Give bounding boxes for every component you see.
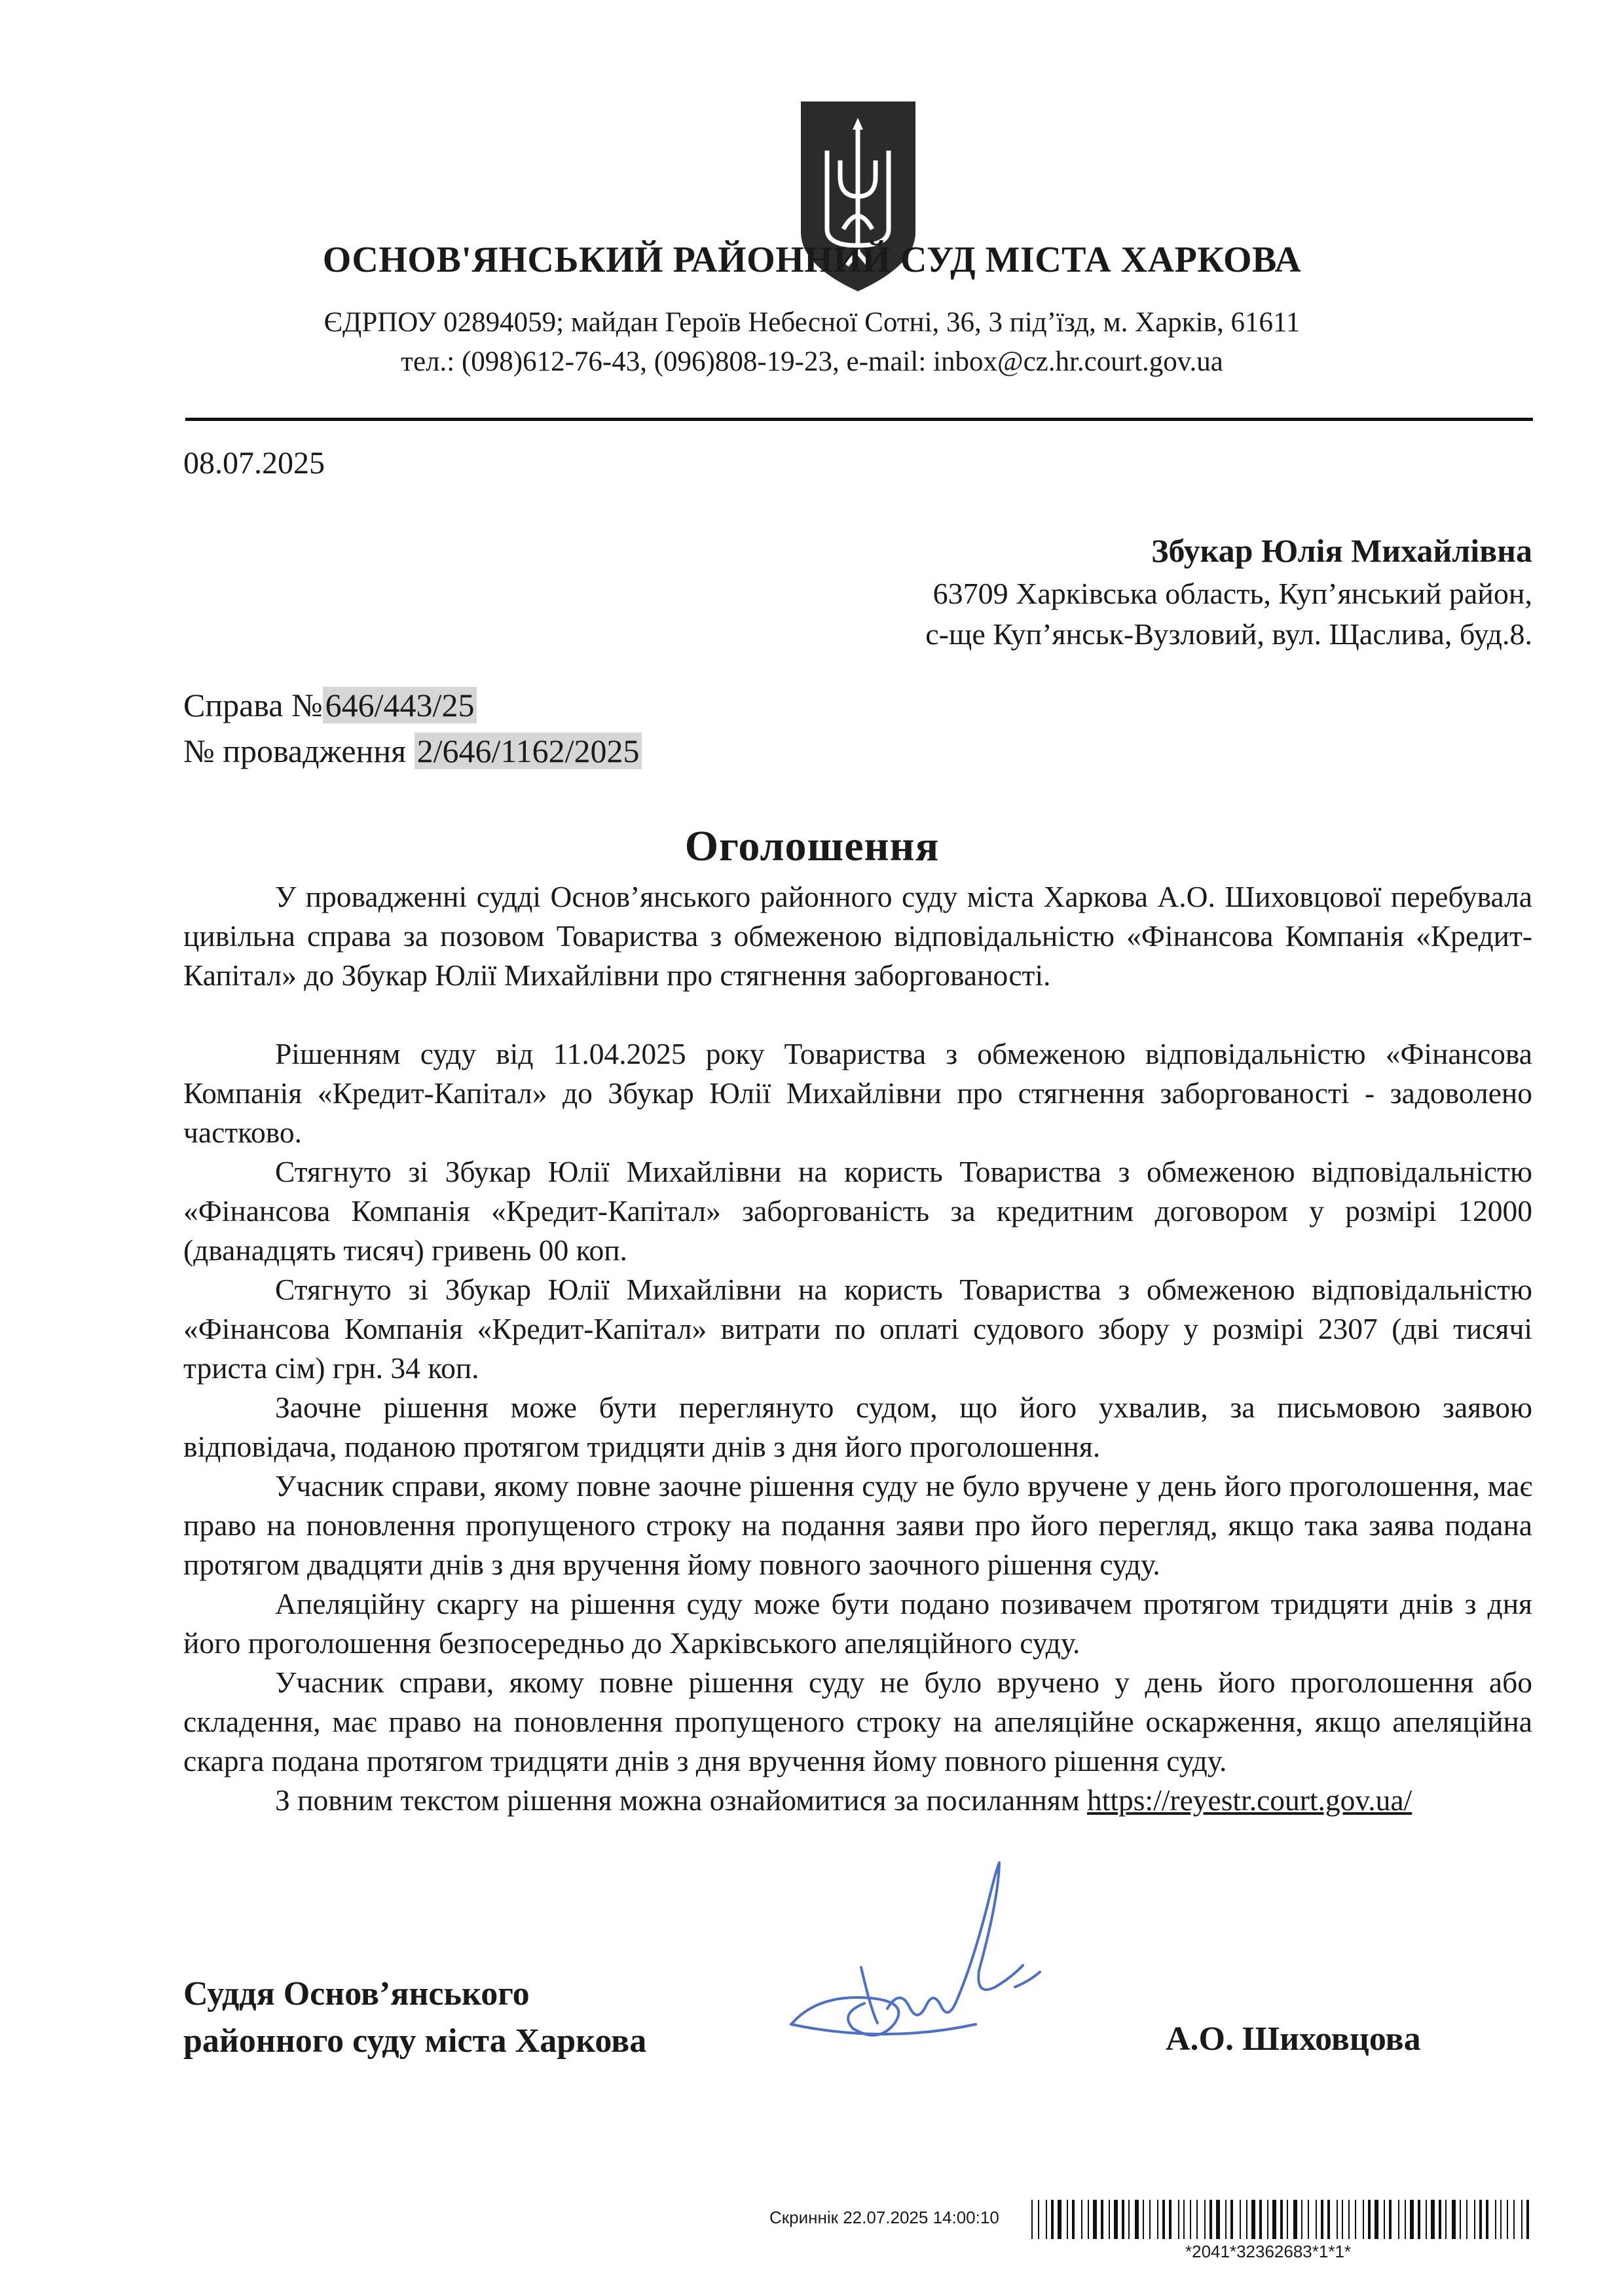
barcode	[1031, 2200, 1532, 2239]
paragraph: У провадженні судді Основ’янського районного суду міста Харкова А.О. Шиховцової перебувала цивільна справа за позовом Товариства з обмеженою відповідальністю «Фінансова Компанія «Кредит-Капітал» до Збукар Юлії Михайлівни про стягнення заборгованості.	[183, 880, 1532, 992]
judge-title	[183, 1971, 646, 2065]
case-label: Справа №	[183, 687, 323, 723]
judge-title-line2: районного суду міста Харкова	[183, 2022, 647, 2060]
proceeding-number-line	[183, 732, 642, 770]
court-address: ЄДРПОУ 02894059; майдан Героїв Небесної Сотні, 36, 3 під’їзд, м. Харків, 61611	[323, 307, 1301, 338]
handwritten-signature	[779, 1853, 1080, 2069]
paragraph: Стягнуто зі Збукар Юлії Михайлівни на користь Товариства з обмеженою відповідальністю «Фінансова Компанія «Кредит-Капітал» витрати по оплаті судового збору у розмірі 2307 (дві тисячі триста сім) грн. 34 коп.	[183, 1273, 1532, 1385]
case-number: 646/443/25	[323, 687, 477, 723]
judge-name: А.О. Шиховцова	[1166, 2020, 1421, 2058]
paragraph: Стягнуто зі Збукар Юлії Михайлівни на користь Товариства з обмеженою відповідальністю «Фінансова Компанія «Кредит-Капітал» заборгованість за кредитним договором у розмірі 12000 (дванадцять тисяч) гривень 00 коп.	[183, 1155, 1532, 1267]
document-date: 08.07.2025	[183, 446, 325, 481]
header-divider	[185, 418, 1533, 421]
court-contacts: тел.: (098)612-76-43, (096)808-19-23, e-mail: inbox@cz.hr.court.gov.ua	[401, 346, 1223, 377]
link-paragraph	[183, 1781, 1532, 1820]
proceeding-number: 2/646/1162/2025	[415, 733, 642, 769]
recipient-address-line2: с-ще Куп’янськ-Вузловий, вул. Щаслива, буд.8.	[925, 617, 1532, 651]
document-title: Оголошення	[684, 822, 940, 870]
scan-stamp: Скриннік 22.07.2025 14:00:10	[769, 2208, 999, 2227]
proceeding-label: № провадження	[183, 733, 415, 769]
registry-link[interactable]: https://reyestr.court.gov.ua/	[1087, 1783, 1412, 1817]
paragraph: Учасник справи, якому повне рішення суду не було вручено у день його проголошення або складення, має право на поновлення пропущеного строку на апеляційне оскарження, якщо апеляційна скарга подана протягом тридцяти днів з дня вручення йому повного рішення суду.	[183, 1666, 1532, 1777]
recipient-address-line1: 63709 Харківська область, Куп’янський район,	[932, 577, 1532, 610]
judge-title-line1: Суддя Основ’янського	[183, 1975, 530, 2013]
paragraph: Учасник справи, якому повне заочне рішення суду не було вручене у день його проголошення, має право на поновлення пропущеного строку на подання заяви про його перегляд, якщо така заява подана протягом двадцяти днів з дня вручення йому повного заочного рішення суду.	[183, 1469, 1532, 1581]
recipient-name: Збукар Юлія Михайлівна	[1151, 532, 1532, 569]
barcode-text: *2041*32362683*1*1*	[1185, 2242, 1352, 2261]
paragraph: Апеляційну скаргу на рішення суду може бути подано позивачем протягом тридцяти днів з дня його проголошення безпосередньо до Харківського апеляційного суду.	[183, 1587, 1532, 1660]
paragraph: Заочне рішення може бути переглянуто судом, що його ухвалив, за письмовою заявою відповідача, поданою протягом тридцяти днів з дня його проголошення.	[183, 1391, 1532, 1463]
court-name: ОСНОВ'ЯНСЬКИЙ РАЙОННИЙ СУД МІСТА ХАРКОВА	[322, 240, 1302, 280]
paragraph: Рішенням суду від 11.04.2025 року Товариства з обмеженою відповідальністю «Фінансова Компанія «Кредит-Капітал» до Збукар Юлії Михайлівни про стягнення заборгованості - задоволено частково.	[183, 1037, 1532, 1149]
link-intro: З повним текстом рішення можна ознайомитися за посиланням	[275, 1783, 1087, 1817]
case-number-line	[183, 686, 477, 724]
announcement-body	[183, 877, 1532, 1820]
